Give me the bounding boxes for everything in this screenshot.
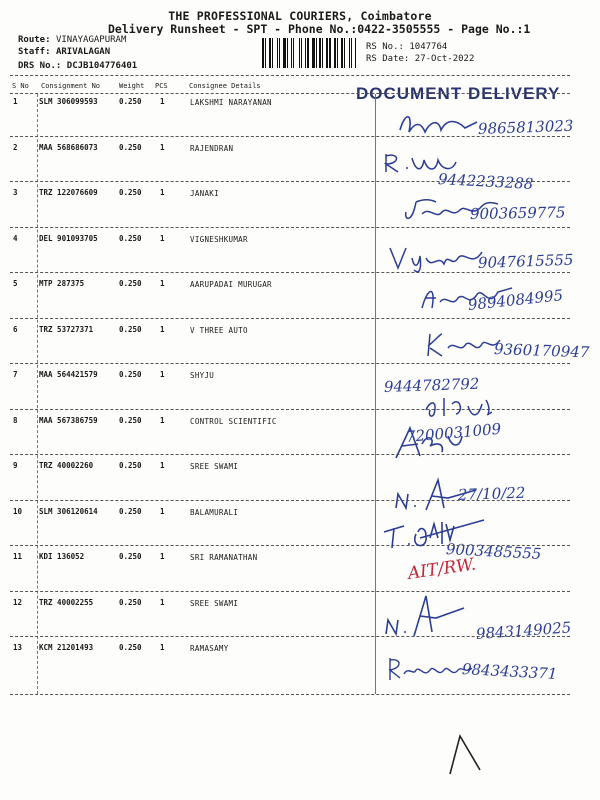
consignee-name: SHYJU [190, 371, 215, 380]
row-sno: 4 [13, 233, 18, 243]
col-sno: S No [12, 82, 29, 90]
consignee-name: SREE SWAMI [190, 462, 239, 471]
row-divider [10, 363, 570, 364]
consignee-name: SRI RAMANATHAN [190, 553, 258, 562]
signature-row-6 [424, 330, 504, 360]
row-weight: 0.250 [119, 142, 142, 152]
consignee-name: LAKSHMI NARAYANAN [190, 98, 272, 107]
consignee-name: VIGNESHKUMAR [190, 234, 248, 244]
row-weight: 0.250 [119, 506, 142, 516]
handwritten-note: 9894084995 [467, 286, 564, 314]
consignment-number: KCM 21201493 [39, 643, 94, 652]
row-pcs: 1 [160, 279, 165, 288]
col-consignment: Consignment No [41, 82, 101, 90]
handwritten-note: 9444782792 [383, 374, 480, 396]
table-bottom-divider [10, 694, 570, 695]
row-weight: 0.250 [119, 415, 142, 425]
rs-date-value: 27-Oct-2022 [414, 54, 475, 64]
staff-line [18, 47, 110, 57]
row-divider [10, 545, 570, 546]
handwritten-note: AIT/RW. [406, 554, 478, 584]
row-divider [10, 636, 570, 637]
route-value: VINAYAGAPURAM [55, 35, 127, 45]
row-divider [10, 591, 570, 592]
drs-line [18, 61, 137, 71]
row-divider [10, 500, 570, 501]
row-sno: 12 [13, 597, 23, 607]
handwritten-note: 9003659775 [469, 203, 566, 223]
consignment-number: MAA 567386759 [39, 415, 98, 425]
row-pcs: 1 [160, 142, 165, 152]
row-divider [10, 409, 570, 410]
drs-value: DCJB104776401 [66, 61, 138, 71]
company-title: THE PROFESSIONAL COURIERS, Coimbatore [168, 9, 432, 23]
column-header-divider [10, 93, 570, 94]
consignee-name: RAMASAMY [190, 644, 229, 653]
consignee-name: AARUPADAI MURUGAR [190, 280, 272, 289]
row-sno: 13 [13, 643, 23, 652]
row-sno: 10 [13, 506, 23, 516]
consignment-number: SLM 306099593 [39, 97, 98, 106]
staff-value: ARIVALAGAN [55, 47, 111, 57]
row-sno: 7 [13, 370, 18, 379]
row-pcs: 1 [160, 97, 165, 106]
col-consignee: Consignee Details [189, 82, 261, 90]
row-pcs: 1 [160, 188, 165, 197]
row-divider [10, 272, 570, 273]
consignee-name: JANAKI [190, 189, 219, 198]
header-divider [10, 75, 570, 76]
rs-no-value: 1047764 [409, 42, 448, 52]
row-weight: 0.250 [119, 597, 142, 607]
row-divider [10, 136, 570, 137]
row-pcs: 1 [160, 643, 165, 652]
row-weight: 0.250 [119, 188, 142, 197]
row-divider [10, 318, 570, 319]
consignment-number: MAA 568686073 [39, 142, 98, 152]
col-pcs: PCS [155, 82, 168, 90]
route-line [18, 35, 126, 45]
consignment-number: TRZ 40002255 [39, 597, 94, 607]
row-weight: 0.250 [119, 370, 142, 379]
row-divider [10, 454, 570, 455]
row-pcs: 1 [160, 506, 165, 516]
row-pcs: 1 [160, 461, 165, 470]
consignment-number: SLM 306120614 [39, 506, 98, 516]
row-weight: 0.250 [119, 324, 142, 334]
consignment-number: KDI 136052 [39, 552, 85, 561]
consignee-name: V THREE AUTO [190, 325, 248, 335]
row-sno: 1 [13, 97, 18, 106]
handwritten-note: 9843433371 [461, 660, 558, 683]
handwritten-note: 27/10/22 [457, 483, 526, 504]
consignment-number: MTP 287375 [39, 279, 85, 288]
runsheet-title: Delivery Runsheet - SPT - Phone No.:0422-3505555 - Page No.:1 [108, 22, 531, 36]
consignment-number: DEL 901093705 [39, 233, 98, 243]
consignee-name: CONTROL SCIENTIFIC [190, 416, 277, 426]
row-sno: 5 [13, 279, 18, 288]
handwritten-note: 9843149025 [475, 618, 572, 643]
consignment-number: TRZ 40002260 [39, 461, 94, 470]
row-pcs: 1 [160, 233, 165, 243]
row-sno: 8 [13, 415, 18, 425]
row-sno: 2 [13, 142, 18, 152]
row-sno: 3 [13, 188, 18, 197]
row-weight: 0.250 [119, 552, 142, 561]
row-weight: 0.250 [119, 643, 142, 652]
handwritten-note: 7200031009 [405, 419, 502, 446]
col-weight: Weight [119, 82, 145, 90]
row-pcs: 1 [160, 370, 165, 379]
rs-date-label: RS Date: [366, 54, 410, 64]
handwritten-note: 9442233288 [437, 170, 534, 193]
handwritten-note: 9003485555 [445, 540, 542, 563]
consignment-number: TRZ 53727371 [39, 324, 94, 334]
consignment-number: TRZ 122076609 [39, 188, 98, 197]
row-pcs: 1 [160, 552, 165, 561]
route-label: Route: [18, 35, 51, 45]
handwritten-note: 9047615555 [477, 250, 574, 272]
rs-no-line [366, 42, 447, 52]
row-pcs: 1 [160, 324, 165, 334]
row-weight: 0.250 [119, 461, 142, 470]
signature-row-12 [382, 588, 482, 638]
barcode [262, 38, 357, 68]
consignment-number: MAA 564421579 [39, 370, 98, 379]
signature-row-7 [420, 392, 500, 420]
row-sno: 11 [13, 552, 23, 561]
consignee-name: RAJENDRAN [190, 143, 234, 153]
staff-label: Staff: [18, 47, 51, 57]
row-divider [10, 181, 570, 182]
document-delivery-stamp: DOCUMENT DELIVERY [356, 84, 561, 103]
signature-column-divider [375, 94, 376, 694]
consignee-name: SREE SWAMI [190, 598, 239, 608]
handwritten-note: 9865813023 [477, 116, 574, 138]
row-sno: 9 [13, 461, 18, 470]
pen-mark [446, 730, 486, 780]
row-weight: 0.250 [119, 279, 142, 288]
row-weight: 0.250 [119, 233, 142, 243]
row-pcs: 1 [160, 597, 165, 607]
row-divider [10, 227, 570, 228]
handwritten-note: 9360170947 [493, 340, 590, 362]
column-divider [37, 94, 38, 694]
consignee-name: BALAMURALI [190, 507, 239, 517]
row-sno: 6 [13, 324, 18, 334]
drs-label: DRS No.: [18, 61, 62, 71]
row-pcs: 1 [160, 415, 165, 425]
row-weight: 0.250 [119, 97, 142, 106]
rs-no-label: RS No.: [366, 42, 404, 52]
rs-date-line [366, 54, 474, 64]
